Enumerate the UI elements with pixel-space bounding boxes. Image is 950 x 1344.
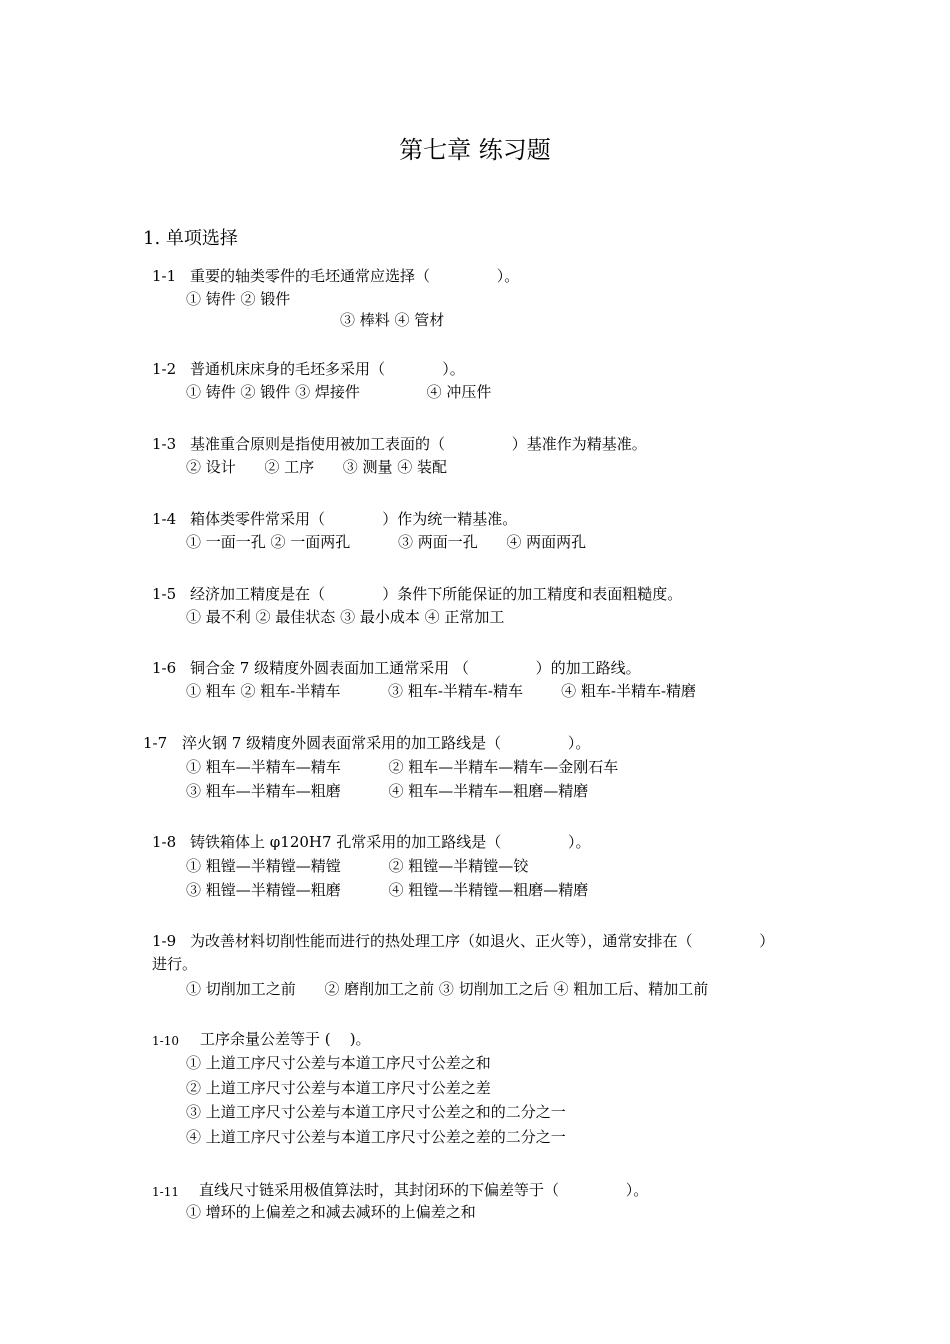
question-option: ② 设计 ② 工序 ③ 测量 ④ 装配	[186, 458, 448, 476]
question-number: 1-5	[152, 585, 177, 603]
question-stem: 直线尺寸链采用极值算法时，其封闭环的下偏差等于（ ）。	[199, 1181, 649, 1199]
question-option: ① 最不利 ② 最佳状态 ③ 最小成本 ④ 正常加工	[186, 608, 505, 626]
question-stem: 普通机床床身的毛坯多采用（ ）。	[190, 360, 465, 378]
question-option: ① 上道工序尺寸公差与本道工序尺寸公差之和	[186, 1054, 491, 1072]
page-title: 第七章 练习题	[399, 136, 551, 164]
question-option: ① 粗镗—半精镗—精镗 ② 粗镗—半精镗—铰	[186, 857, 529, 875]
question-number: 1-6	[152, 659, 177, 677]
question-stem: 基准重合原则是指使用被加工表面的（ ）基准作为精基准。	[190, 435, 647, 453]
question-option: ② 上道工序尺寸公差与本道工序尺寸公差之差	[186, 1079, 491, 1097]
question-stem: 工序余量公差等于 ( )。	[200, 1030, 371, 1048]
question-stem: 淬火钢 7 级精度外圆表面常采用的加工路线是（ ）。	[182, 734, 591, 752]
question-number: 1-4	[152, 510, 177, 528]
question-option: ③ 粗镗—半精镗—粗磨 ④ 粗镗—半精镗—粗磨—精磨	[186, 881, 589, 899]
question-number: 1-2	[152, 360, 177, 378]
question-option: ① 切削加工之前 ② 磨削加工之前 ③ 切削加工之后 ④ 粗加工后、精加工前	[186, 980, 709, 998]
question-option: ④ 上道工序尺寸公差与本道工序尺寸公差之差的二分之一	[186, 1128, 566, 1146]
question-stem: 铸铁箱体上 φ120H7 孔常采用的加工路线是（ ）。	[190, 833, 591, 851]
question-stem: 铜合金 7 级精度外圆表面加工通常采用 （ ）的加工路线。	[190, 659, 641, 677]
question-stem: 箱体类零件常采用（ ）作为统一精基准。	[190, 510, 518, 528]
question-option: ① 铸件 ② 锻件 ③ 焊接件 ④ 冲压件	[186, 383, 492, 401]
question-number: 1-10	[152, 1034, 179, 1048]
question-option: ③ 粗车—半精车—粗磨 ④ 粗车—半精车—粗磨—精磨	[186, 782, 589, 800]
question-option: ① 粗车—半精车—精车 ② 粗车—半精车—精车—金刚石车	[186, 758, 619, 776]
question-number: 1-8	[152, 833, 177, 851]
question-option: ③ 上道工序尺寸公差与本道工序尺寸公差之和的二分之一	[186, 1103, 566, 1121]
question-option: ① 一面一孔 ② 一面两孔 ③ 两面一孔 ④ 两面两孔	[186, 533, 587, 551]
question-option: ① 铸件 ② 锻件	[186, 290, 291, 308]
question-number: 1-11	[152, 1185, 179, 1199]
question-stem-continued: 进行。	[152, 955, 198, 973]
question-number: 1-1	[152, 267, 177, 285]
question-number: 1-9	[152, 932, 177, 950]
section-heading: 1. 单项选择	[143, 228, 238, 249]
question-stem: 经济加工精度是在（ ）条件下所能保证的加工精度和表面粗糙度。	[190, 585, 683, 603]
question-option: ③ 棒料 ④ 管材	[340, 311, 445, 329]
question-number: 1-7	[143, 734, 168, 752]
question-stem: 为改善材料切削性能而进行的热处理工序（如退火、正火等），通常安排在（ ）	[190, 932, 775, 950]
question-option: ① 增环的上偏差之和减去减环的上偏差之和	[186, 1203, 476, 1221]
question-option: ① 粗车 ② 粗车-半精车 ③ 粗车-半精车-精车 ④ 粗车-半精车-精磨	[186, 682, 697, 700]
question-stem: 重要的轴类零件的毛坯通常应选择（ ）。	[190, 267, 520, 285]
question-number: 1-3	[152, 435, 177, 453]
